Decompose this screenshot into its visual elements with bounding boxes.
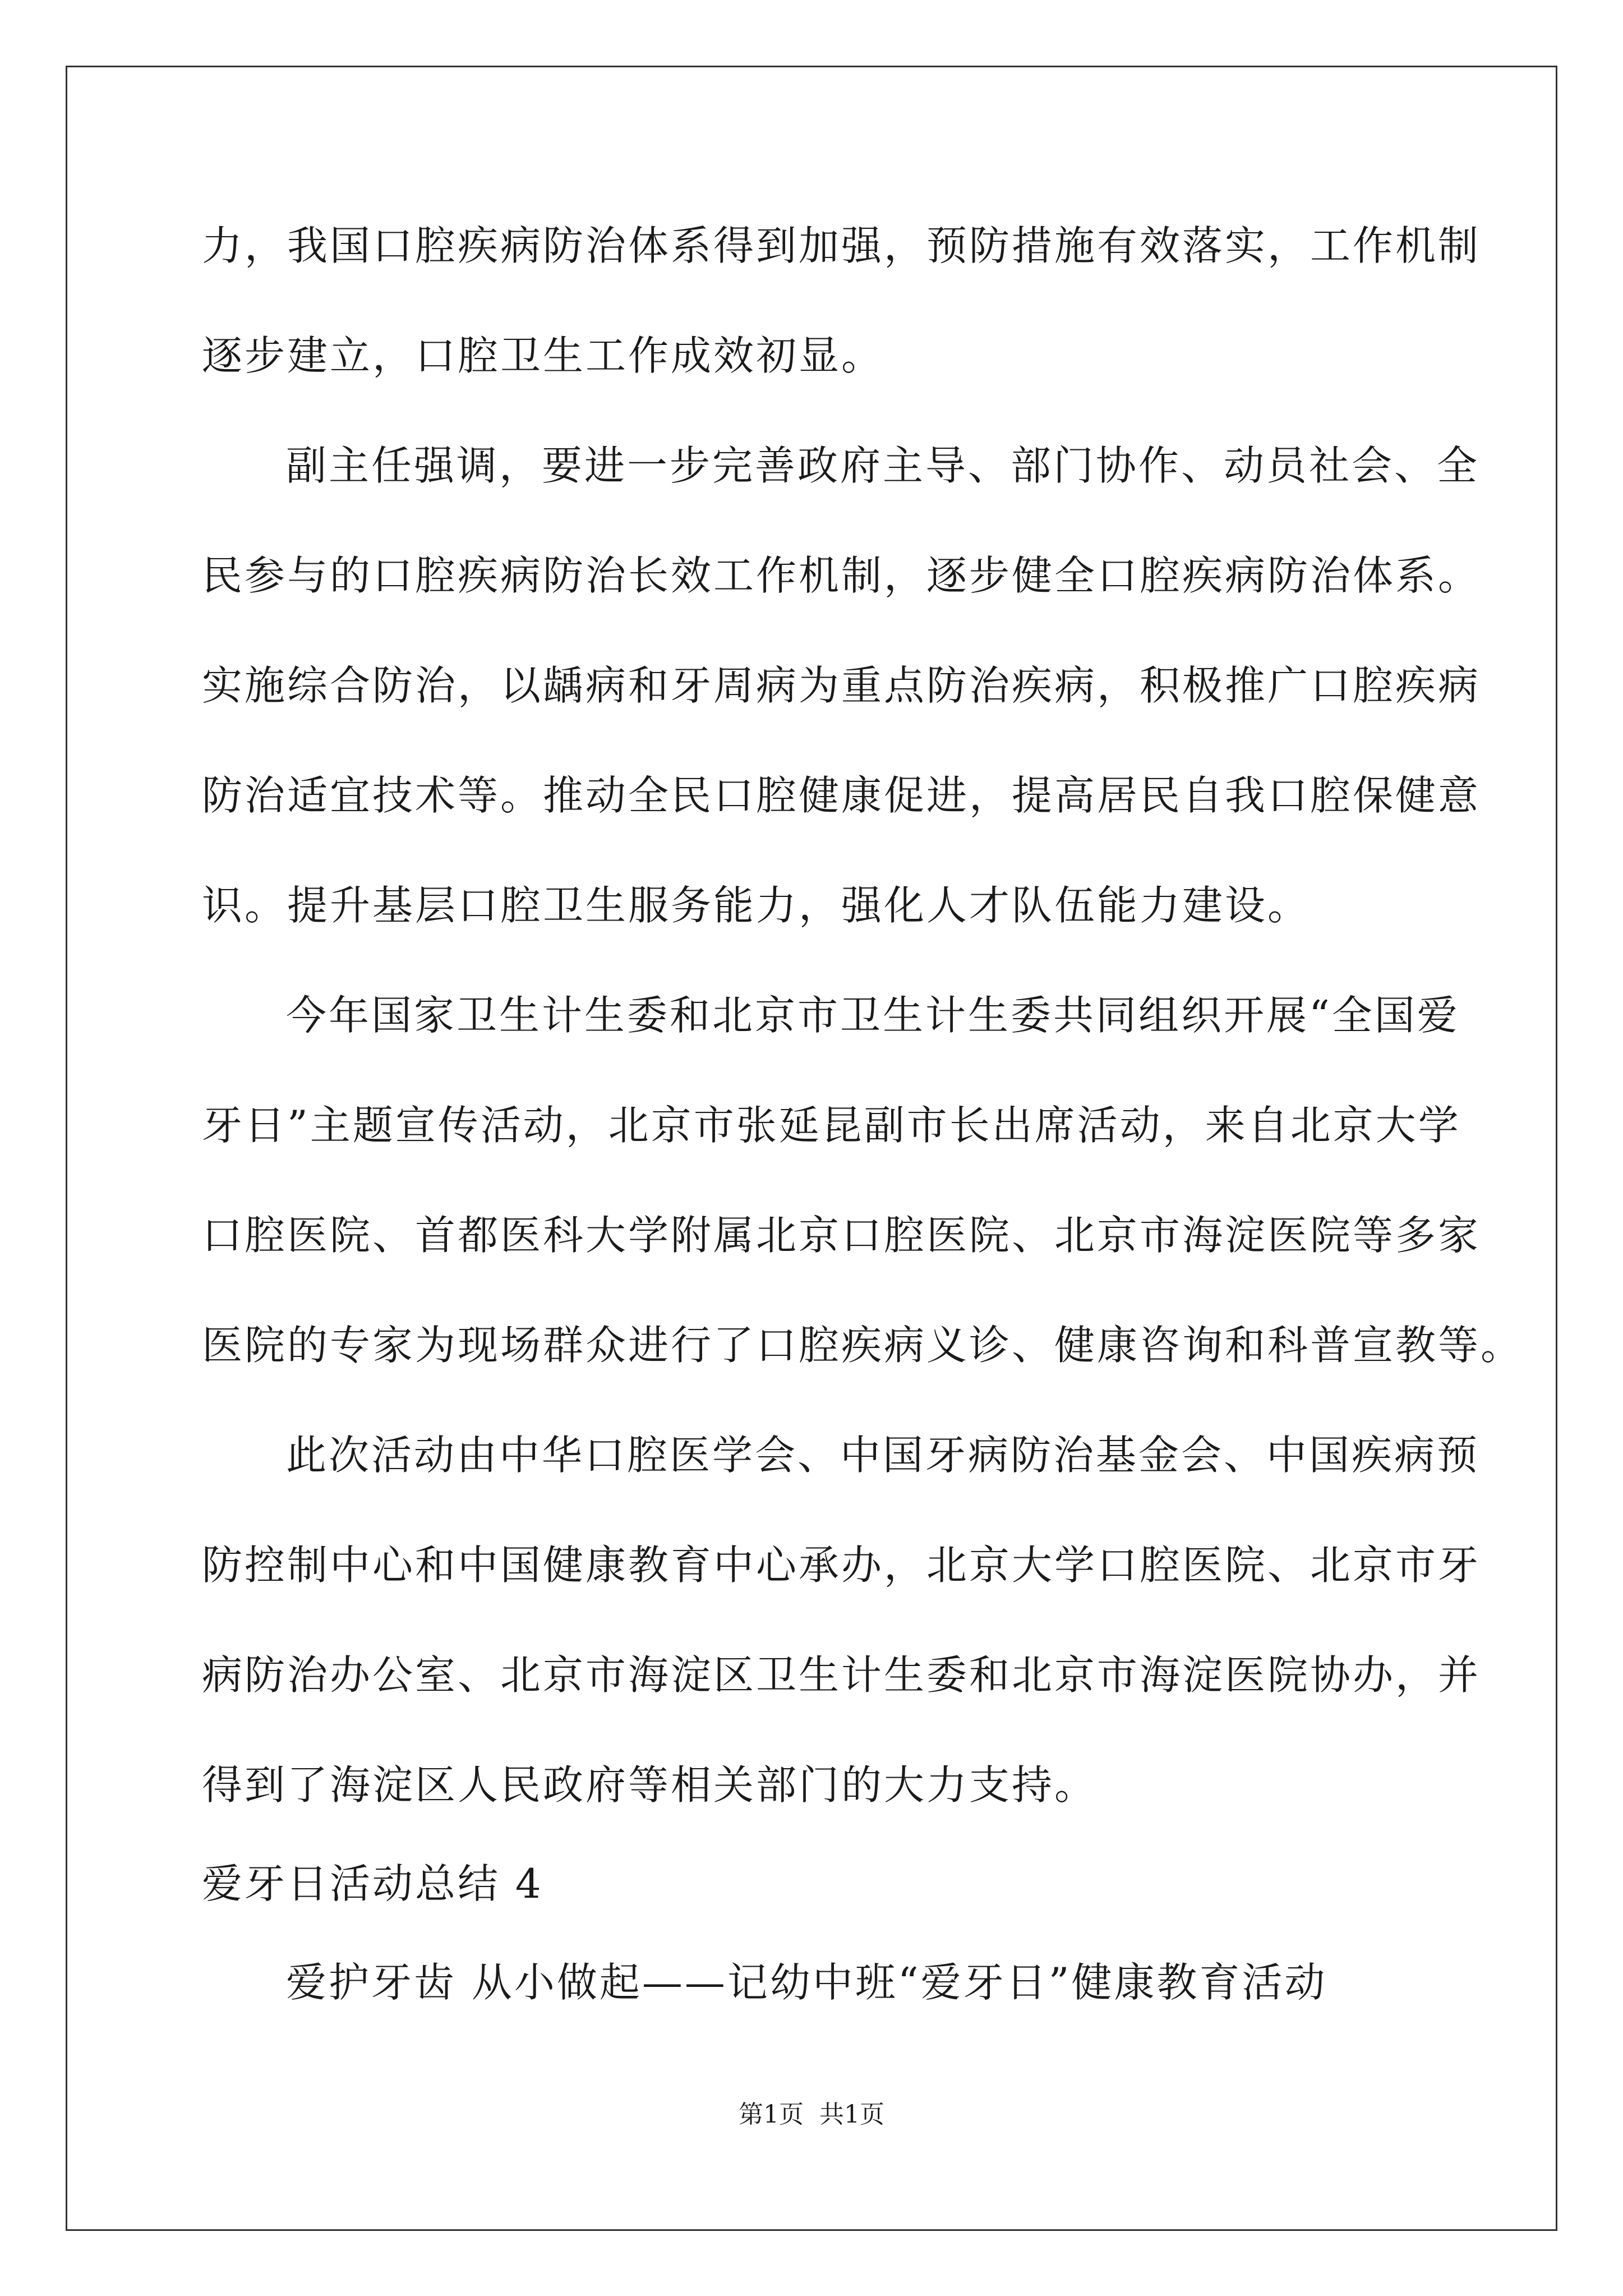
paragraph-4 bbox=[202, 1428, 1481, 1812]
paragraph-4-line-3: 病防治办公室、北京市海淀区卫生计生委和北京市海淀医院协办，并 bbox=[202, 1651, 1481, 1699]
paragraph-3-line-3: 口腔医院、首都医科大学附属北京口腔医院、北京市海淀医院等多家 bbox=[202, 1212, 1481, 1259]
paragraph-3-line-1: 今年国家卫生计生委和北京市卫生计生委共同组织开展“全国爱 bbox=[286, 992, 1460, 1039]
paragraph-3-line-4: 医院的专家为现场群众进行了口腔疾病义诊、健康咨询和科普宣教等。 bbox=[202, 1322, 1524, 1369]
paragraph-2-line-4: 防治适宜技术等。推动全民口腔健康促进，提高居民自我口腔保健意 bbox=[202, 772, 1481, 819]
paragraph-1 bbox=[202, 219, 1481, 383]
paragraph-1-line-2: 逐步建立，口腔卫生工作成效初显。 bbox=[202, 332, 884, 379]
subtitle: 爱护牙齿 从小做起——记幼中班“爱牙日”健康教育活动 bbox=[286, 1959, 1327, 2006]
paragraph-4-line-2: 防控制中心和中国健康教育中心承办，北京大学口腔医院、北京市牙 bbox=[202, 1542, 1481, 1589]
paragraph-2-line-2: 民参与的口腔疾病防治长效工作机制，逐步健全口腔疾病防治体系。 bbox=[202, 552, 1481, 599]
document-body bbox=[202, 219, 1524, 2009]
paragraph-2-line-5: 识。提升基层口腔卫生服务能力，强化人才队伍能力建设。 bbox=[202, 882, 1311, 929]
paragraph-3-line-2: 牙日”主题宣传活动，北京市张延昆副市长出席活动，来自北京大学 bbox=[202, 1102, 1461, 1149]
paragraph-2-line-3: 实施综合防治，以龋病和牙周病为重点防治疾病，积极推广口腔疾病 bbox=[202, 662, 1481, 709]
section-heading: 爱牙日活动总结 4 bbox=[202, 1860, 543, 1907]
paragraph-2-line-1: 副主任强调，要进一步完善政府主导、部门协作、动员社会、全 bbox=[286, 442, 1480, 489]
paragraph-4-line-4: 得到了海淀区人民政府等相关部门的大力支持。 bbox=[202, 1761, 1098, 1809]
page-footer: 第1页 共1页 bbox=[739, 2100, 884, 2129]
paragraph-3 bbox=[202, 988, 1524, 1372]
paragraph-4-line-1: 此次活动由中华口腔医学会、中国牙病防治基金会、中国疾病预 bbox=[286, 1432, 1480, 1479]
paragraph-2 bbox=[202, 439, 1481, 932]
paragraph-1-line-1: 力，我国口腔疾病防治体系得到加强，预防措施有效落实，工作机制 bbox=[202, 222, 1481, 269]
